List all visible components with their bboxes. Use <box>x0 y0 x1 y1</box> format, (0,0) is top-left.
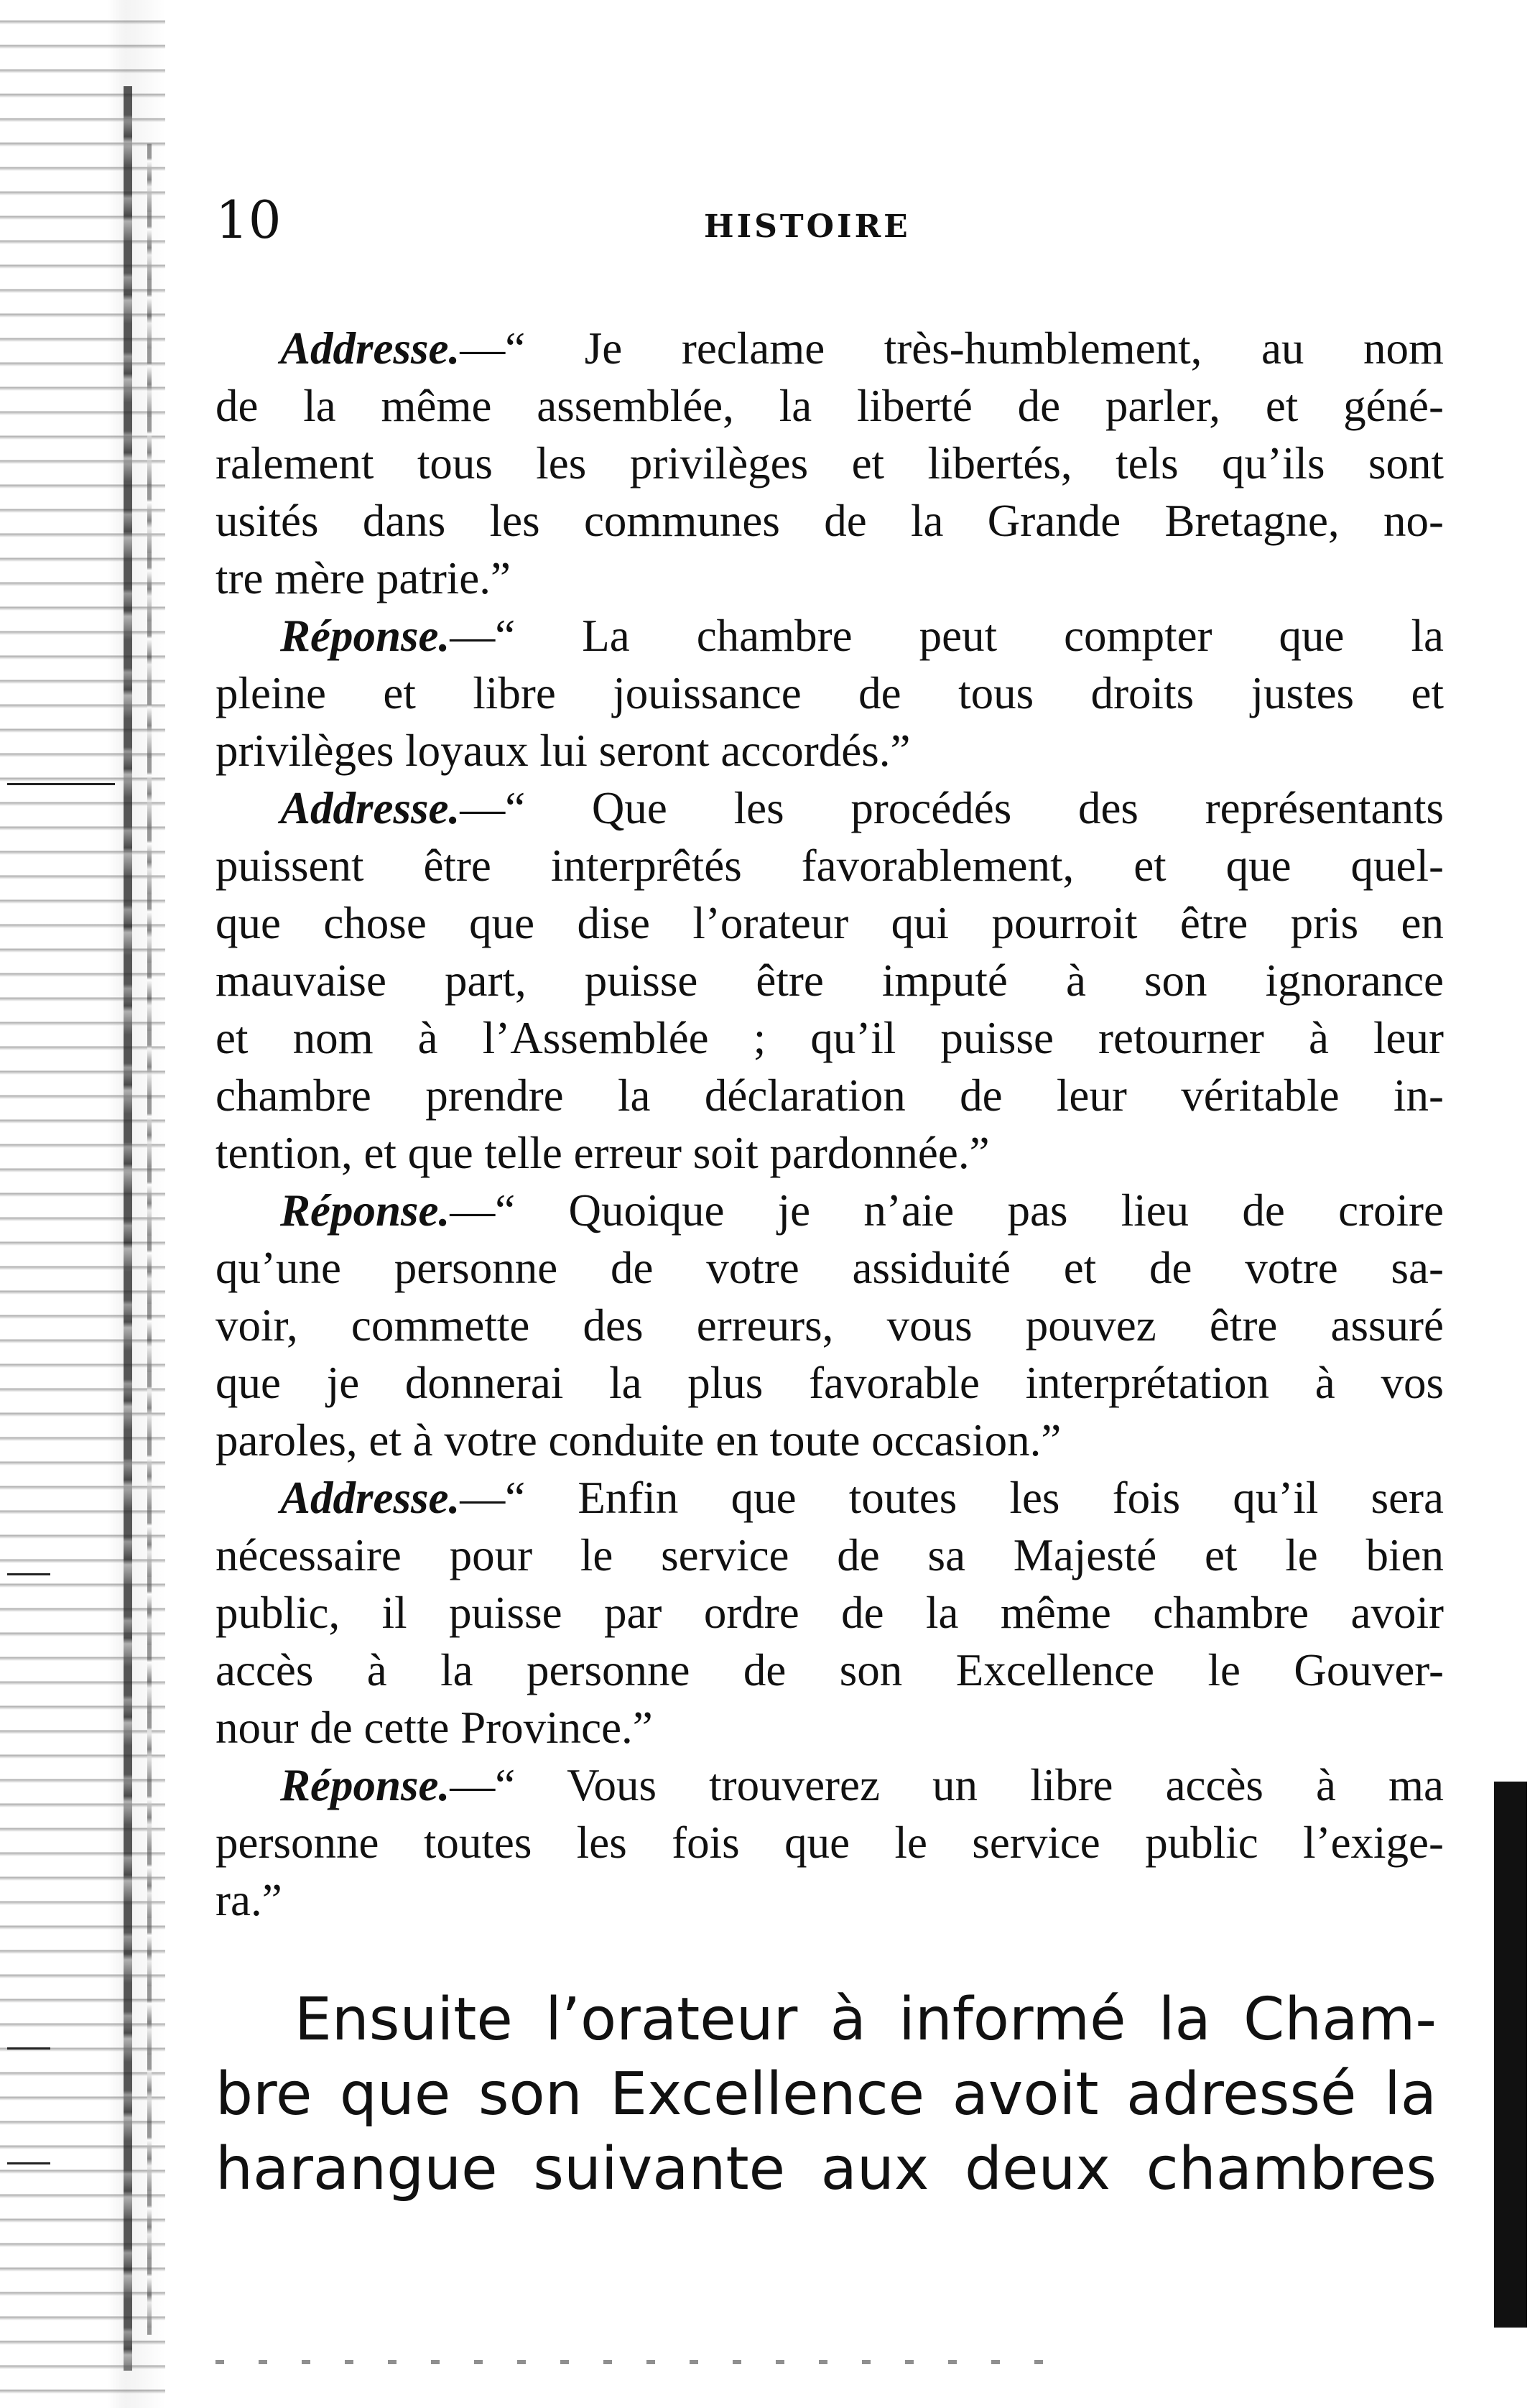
text-line: Réponse.—“ La chambre peut compter que la <box>280 611 1444 661</box>
paragraph-reponse-1 <box>215 607 1444 779</box>
scan-footer-marks <box>215 2360 1077 2364</box>
text-line: accès à la personne de son Excellence le Gouver- <box>215 1645 1444 1695</box>
speaker-label: Réponse. <box>280 1760 450 1810</box>
text-line: ra.” <box>215 1875 282 1925</box>
text-line: nour de cette Province.” <box>215 1703 653 1753</box>
text-line: que chose que dise l’orateur qui pourroit être pris en <box>215 898 1444 948</box>
paragraph-addresse-3 <box>215 1469 1444 1756</box>
scan-mark <box>7 783 115 785</box>
text-line: privilèges loyaux lui seront accordés.” <box>215 726 911 776</box>
closing-line: bre que son Excellence avoit adressé la <box>215 2060 1437 2129</box>
page-header <box>215 190 1451 273</box>
text-line: et nom à l’Assemblée ; qu’il puisse retourner à leur <box>215 1013 1444 1063</box>
scan-edge-bar <box>1494 1782 1527 2328</box>
speaker-label: Addresse. <box>280 323 460 374</box>
text-line: Réponse.—“ Quoique je n’aie pas lieu de croire <box>280 1185 1444 1236</box>
page-number: 10 <box>215 190 282 250</box>
paragraph-reponse-3 <box>215 1756 1444 1929</box>
text-line: nécessaire pour le service de sa Majesté et le bien <box>215 1530 1444 1580</box>
text-line: puissent être interprêtés favorablement, et que quel- <box>215 841 1444 891</box>
running-head: HISTOIRE <box>704 208 911 245</box>
closing-paragraph <box>215 1983 1437 2207</box>
speaker-label: Réponse. <box>280 1185 450 1236</box>
closing-line: Ensuite l’orateur à informé la Cham- <box>295 1986 1437 2054</box>
text-line: chambre prendre la déclaration de leur véritable in- <box>215 1070 1444 1121</box>
text-line: voir, commette des erreurs, vous pouvez être assuré <box>215 1300 1444 1351</box>
text-line: de la même assemblée, la liberté de parler, et géné- <box>215 381 1444 431</box>
text-line: mauvaise part, puisse être imputé à son ignorance <box>215 955 1444 1006</box>
text-line: Addresse.—“ Enfin que toutes les fois qu’il sera <box>280 1473 1444 1523</box>
paragraph-addresse-2 <box>215 779 1444 1182</box>
scan-binding-edge <box>124 86 132 2371</box>
text-line: paroles, et à votre conduite en toute occasion.” <box>215 1415 1062 1465</box>
text-line: que je donnerai la plus favorable interprétation à vos <box>215 1358 1444 1408</box>
text-line: public, il puisse par ordre de la même chambre avoir <box>215 1588 1444 1638</box>
text-line: personne toutes les fois que le service public l’exige- <box>215 1817 1444 1868</box>
paragraph-addresse-1 <box>215 320 1444 607</box>
text-line: usités dans les communes de la Grande Bretagne, no- <box>215 496 1444 546</box>
speaker-label: Réponse. <box>280 611 450 661</box>
scan-mark <box>7 2047 50 2050</box>
scan-binding-edge-inner <box>147 144 152 2335</box>
text-line: ralement tous les privilèges et libertés, tels qu’ils sont <box>215 438 1444 488</box>
speaker-label: Addresse. <box>280 1473 460 1523</box>
text-line: qu’une personne de votre assiduité et de votre sa- <box>215 1243 1444 1293</box>
paragraph-reponse-2 <box>215 1182 1444 1469</box>
text-line: Addresse.—“ Que les procédés des représentants <box>280 783 1444 833</box>
scan-mark <box>7 1573 50 1575</box>
dialogue-body <box>215 320 1444 1929</box>
scan-mark <box>7 2162 50 2164</box>
text-line: Réponse.—“ Vous trouverez un libre accès à ma <box>280 1760 1444 1810</box>
closing-line: harangue suivante aux deux chambres <box>215 2135 1437 2203</box>
text-line: Addresse.—“ Je reclame très-humblement, au nom <box>280 323 1444 374</box>
text-line: tention, et que telle erreur soit pardonnée.” <box>215 1128 990 1178</box>
text-line: tre mère patrie.” <box>215 553 511 603</box>
text-line: pleine et libre jouissance de tous droits justes et <box>215 668 1444 718</box>
speaker-label: Addresse. <box>280 783 460 833</box>
